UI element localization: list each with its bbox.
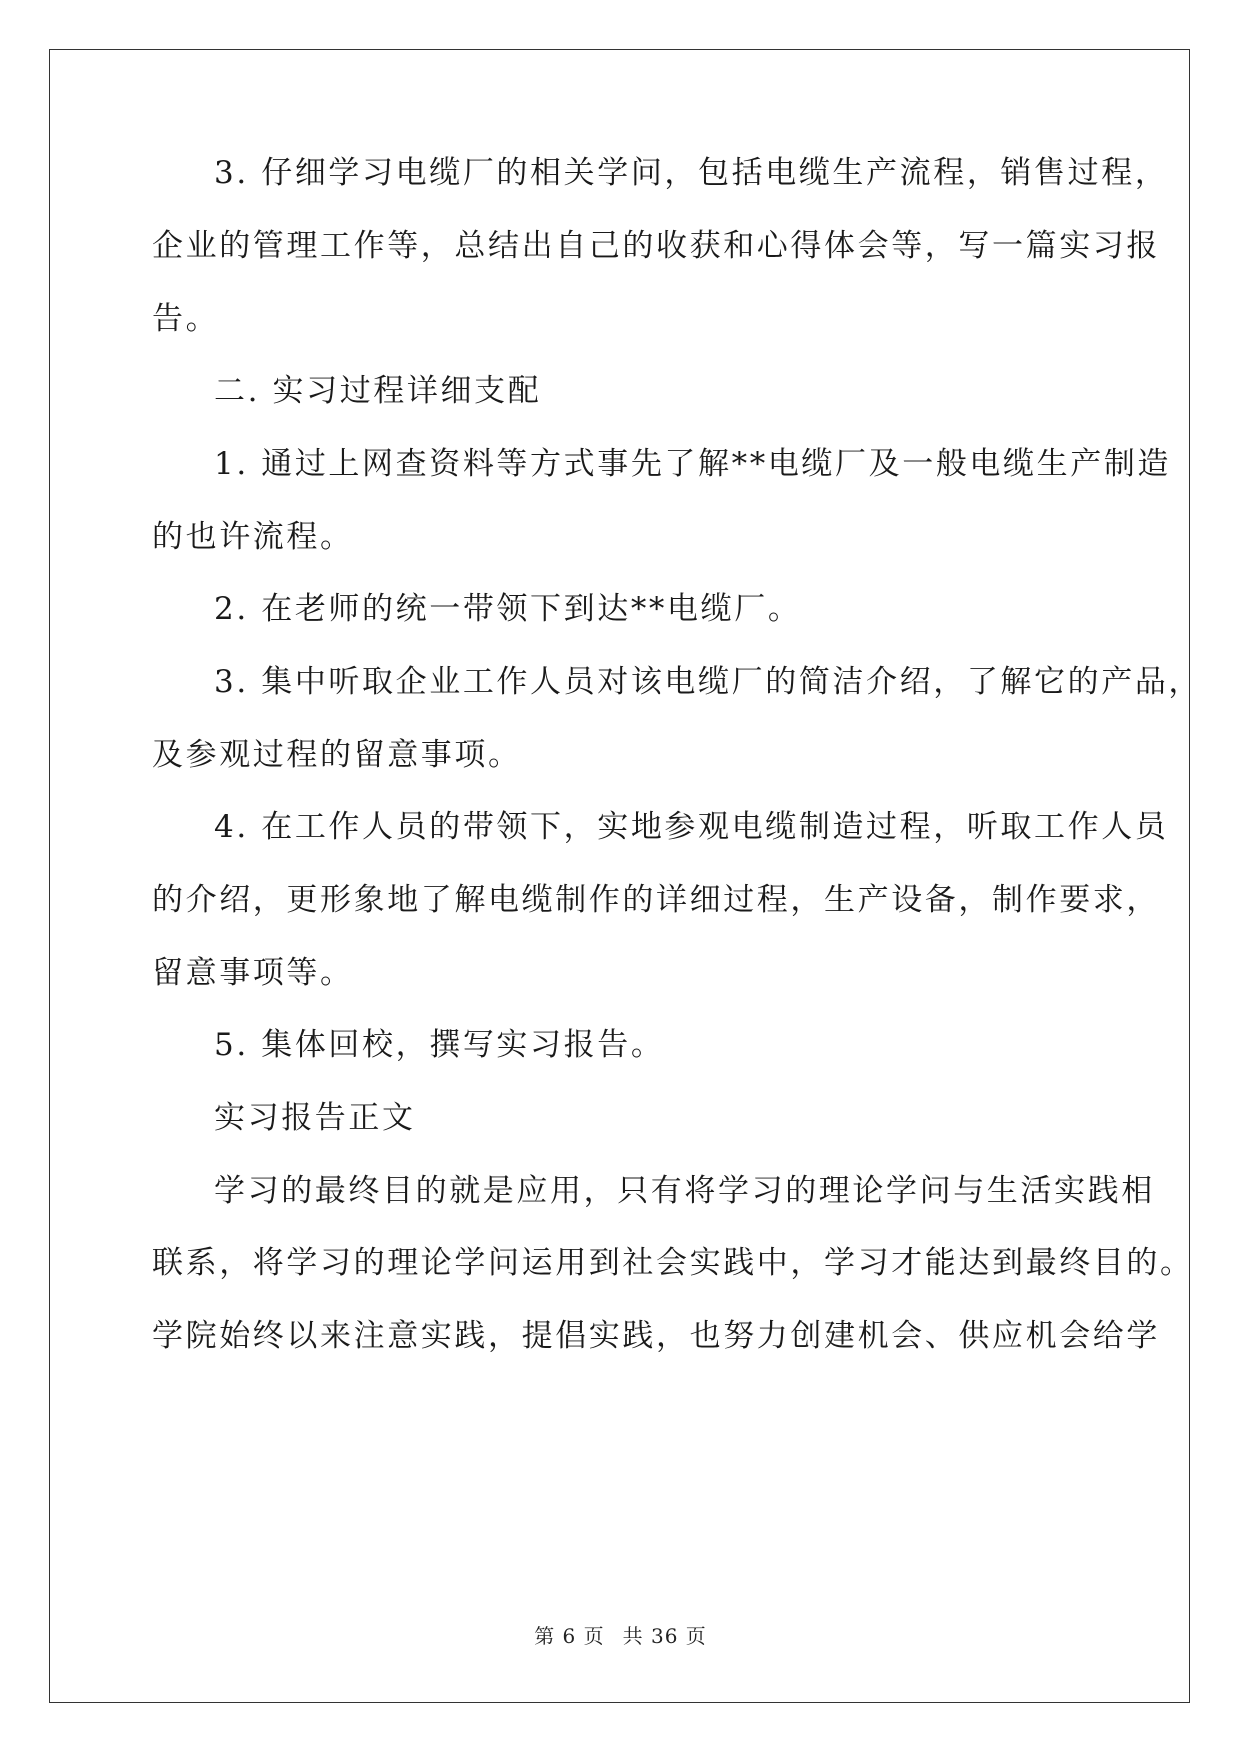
section-heading: 二. 实习过程详细支配 — [214, 373, 542, 409]
paragraph-line: 及参观过程的留意事项。 — [152, 737, 522, 773]
paragraph-line: 5. 集体回校，撰写实习报告。 — [214, 1027, 665, 1063]
paragraph-line: 学习的最终目的就是应用，只有将学习的理论学问与生活实践相 — [214, 1173, 1155, 1209]
paragraph-line: 3. 仔细学习电缆厂的相关学问，包括电缆生产流程，销售过程， — [214, 155, 1169, 191]
page-number: 第 6 页 — [534, 1624, 605, 1648]
paragraph-line: 联系，将学习的理论学问运用到社会实践中，学习才能达到最终目的。 — [152, 1245, 1194, 1281]
paragraph-line: 3. 集中听取企业工作人员对该电缆厂的简洁介绍，了解它的产品， — [214, 664, 1203, 700]
paragraph-line: 留意事项等。 — [152, 955, 354, 991]
paragraph-line: 1. 通过上网查资料等方式事先了解**电缆厂及一般电缆生产制造 — [214, 446, 1172, 482]
section-heading: 实习报告正文 — [214, 1100, 416, 1136]
paragraph-line: 的也许流程。 — [152, 519, 354, 555]
paragraph-line: 企业的管理工作等，总结出自己的收获和心得体会等，写一篇实习报 — [152, 228, 1160, 264]
page-total: 共 36 页 — [622, 1624, 707, 1648]
paragraph-line: 学院始终以来注意实践，提倡实践，也努力创建机会、供应机会给学 — [152, 1318, 1160, 1354]
paragraph-line: 2. 在老师的统一带领下到达**电缆厂。 — [214, 591, 802, 627]
paragraph-line: 告。 — [152, 301, 220, 337]
paragraph-line: 4. 在工作人员的带领下，实地参观电缆制造过程，听取工作人员 — [214, 809, 1169, 845]
page-border — [49, 49, 1190, 1703]
paragraph-line: 的介绍，更形象地了解电缆制作的详细过程，生产设备，制作要求， — [152, 882, 1160, 918]
page-footer — [0, 1624, 1241, 1648]
